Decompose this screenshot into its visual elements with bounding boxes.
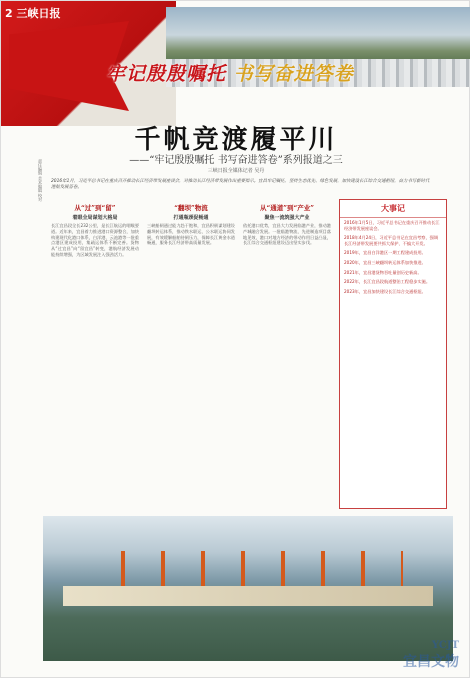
slogan-red-part: 牢记殷殷嘱托: [106, 63, 227, 85]
timeline-item: 2023年，宜昌加快建设长江综合交通枢纽。: [344, 288, 426, 294]
dock-area: [63, 586, 433, 606]
masthead: [1, 1, 470, 126]
column-subheading: 着眼全局谋划大格局: [72, 215, 118, 221]
column-subheading: 聚焦一流筑强大产业: [264, 215, 310, 221]
column-body: 三峡船闸通过能力趋于饱和，宜昌积极谋划建设翻坝转运体系，推动铁水联运、公水联运协同发展，有效缓解船舶待闸压力，保障长江黄金水道畅通，服务长江经济带高质量发展。: [147, 223, 235, 246]
column-heading: “翻坝”物流: [174, 204, 208, 212]
newspaper-brand: 2 三峡日报: [5, 7, 61, 20]
byline: 三峡日报全媒体记者 吴丹: [207, 168, 265, 174]
article-columns: [51, 201, 331, 501]
watermark-code: YCJT: [431, 640, 459, 651]
timeline-item: 2020年，宜昌三峡翻坝转运体系加快推进。: [344, 259, 426, 265]
harbor-photo: [43, 516, 453, 661]
slogan-gold-part: 书写奋进答卷: [233, 63, 354, 85]
column-3: [243, 201, 331, 501]
page-subtitle: ——“牢记殷殷嘱托 书写奋进答卷”系列报道之三: [129, 155, 343, 166]
page-title: 千帆竞渡履平川: [134, 125, 338, 155]
column-body: 长江宜昌段全长232公里，是长江航运的咽喉要道。近年来，宜昌着力推进港口资源整合，加快构建现代化港口体系，白洋港、云池港等一批重点港区建成投用，集疏运体系不断完善。货物从“过宜昌”向“留宜昌”转变，港航经济发展动能持续增强，为区域发展注入强劲活力。: [51, 223, 139, 257]
editor-credits: 责任编辑 美术编辑 校对: [38, 159, 43, 202]
column-body: 依托港口优势，宜昌大力发展临港产业，推动港产城融合发展。一批临港物流、先进制造项目落地见效，港口对地方经济的带动作用日益凸显，长江综合交通枢纽建设迈出坚实步伐。: [243, 223, 331, 246]
timeline-title: 大事记: [340, 200, 446, 218]
column-heading: 从“通道”到“产业”: [260, 204, 314, 212]
watermark: [403, 640, 459, 671]
column-1: [51, 201, 139, 501]
timeline-item: 2022年，长江宜昌段航道整治工程稳步实施。: [344, 279, 431, 285]
timeline-item: 2019年，宜昌白洋港区一期工程建成投用。: [344, 250, 426, 256]
timeline-box: [339, 199, 447, 509]
timeline-item: 2016年1月5日，习近平总书记在重庆召开推动长江经济带发展座谈会。: [344, 220, 440, 231]
column-2: [147, 201, 235, 501]
column-subheading: 打通瓶颈促畅通: [173, 215, 209, 221]
timeline-item: 2018年4月24日，习近平总书记在宜昌考察，强调长江经济带发展要共抓大保护、不搞大开发。: [344, 235, 439, 246]
series-slogan: [106, 59, 354, 86]
column-heading: 从“过”到“留”: [74, 204, 116, 212]
timeline-item: 2021年，宜昌港货物吞吐量创历史新高。: [344, 269, 422, 275]
lead-paragraph: 2016年1月，习近平总书记在重庆召开推动长江经济带发展座谈会，对推动长江经济带发展作出重要指示。宜昌牢记嘱托，坚持生态优先、绿色发展，加快建设长江综合交通枢纽，奋力书写新时代港航发展答卷。: [51, 179, 430, 190]
watermark-name: 宜昌文物: [403, 654, 459, 670]
